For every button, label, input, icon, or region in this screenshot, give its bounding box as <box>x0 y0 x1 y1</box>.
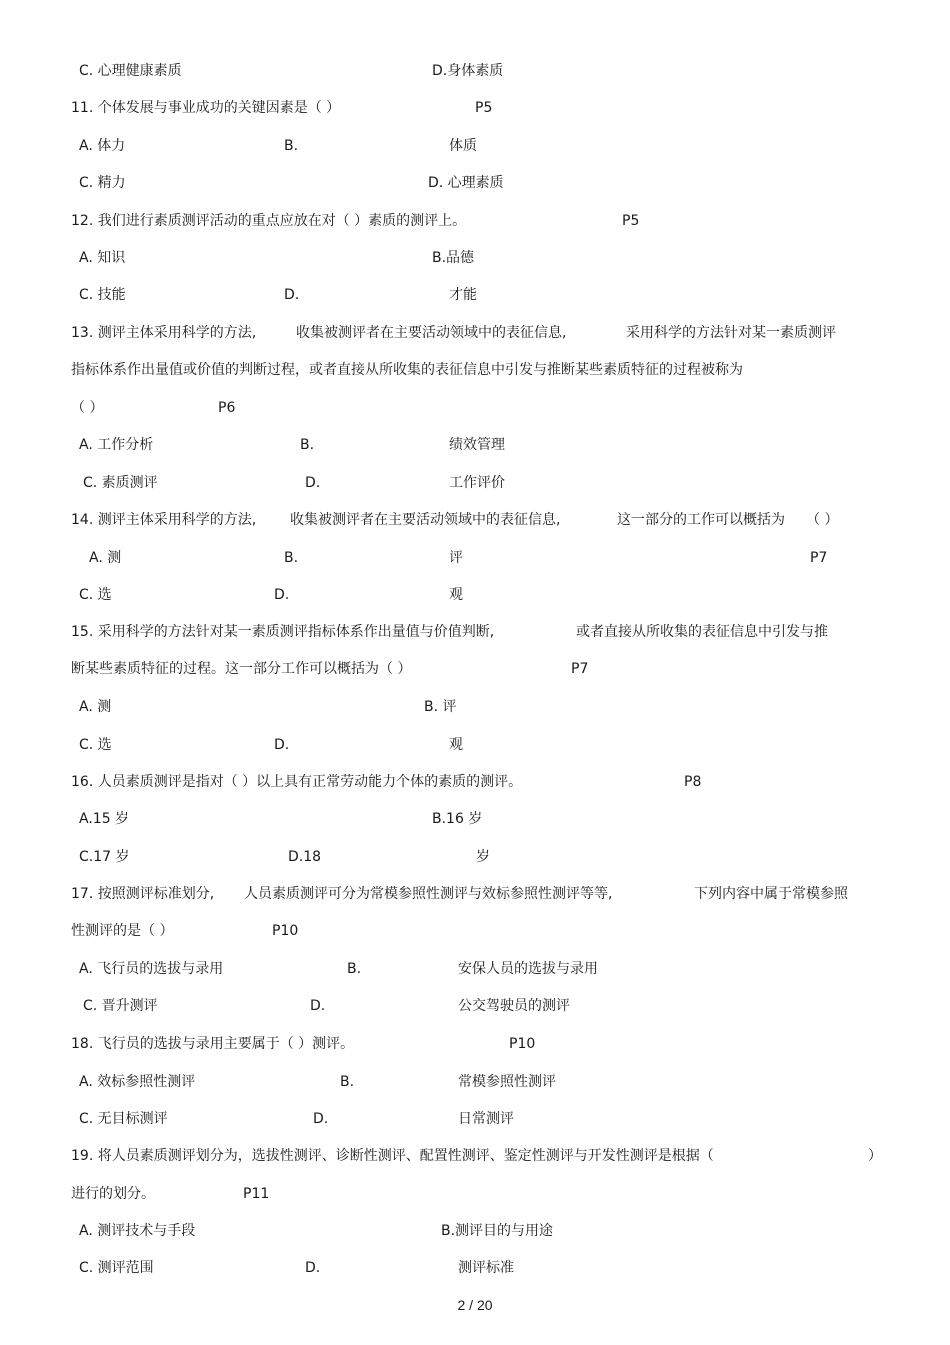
q12-ref: P5 <box>622 213 640 229</box>
q19-option-c: C. 测评范围 <box>79 1260 154 1276</box>
q13-option-d-label: D. <box>305 475 321 491</box>
q19-option-d-label: D. <box>305 1260 321 1276</box>
q16-option-b: B.16 岁 <box>432 811 483 827</box>
q13-option-c: C. 素质测评 <box>83 475 158 491</box>
q19-stem-line1-part2: ） <box>868 1148 882 1164</box>
q11-option-a: A. 体力 <box>79 138 126 154</box>
q17-option-d-text: 公交驾驶员的测评 <box>458 998 570 1014</box>
q13-ref: P6 <box>218 400 236 416</box>
q17-stem-line1-part2: 人员素质测评可分为常模参照性测评与效标参照性测评等等, <box>244 886 613 902</box>
q14-stem-part2: 收集被测评者在主要活动领域中的表征信息, <box>290 512 561 528</box>
q13-option-b-label: B. <box>300 437 315 453</box>
q13-stem-line1-part1: 13. 测评主体采用科学的方法, <box>71 325 257 341</box>
q17-ref: P10 <box>272 923 299 939</box>
q17-stem-line2: 性测评的是（ ） <box>71 923 174 939</box>
q14-option-a: A. 测 <box>89 550 122 566</box>
q18-option-b-label: B. <box>340 1074 355 1090</box>
q14-stem-part1: 14. 测评主体采用科学的方法, <box>71 512 257 528</box>
q19-stem-line2: 进行的划分。 <box>71 1186 155 1202</box>
q13-option-d-text: 工作评价 <box>449 475 505 491</box>
q14-option-d-label: D. <box>274 587 290 603</box>
q12-stem: 12. 我们进行素质测评活动的重点应放在对（ ）素质的测评上。 <box>71 213 467 229</box>
q14-stem-part4: （ ） <box>806 512 839 528</box>
q11-stem: 11. 个体发展与事业成功的关键因素是（ ） <box>71 100 341 116</box>
q18-option-d-text: 日常测评 <box>458 1111 514 1127</box>
q16-ref: P8 <box>684 774 702 790</box>
q18-option-a: A. 效标参照性测评 <box>79 1074 196 1090</box>
q19-option-a: A. 测评技术与手段 <box>79 1223 196 1239</box>
q11-option-b-text: 体质 <box>449 138 477 154</box>
q12-option-a: A. 知识 <box>79 250 126 266</box>
q12-option-d-label: D. <box>284 287 300 303</box>
q11-option-c: C. 精力 <box>79 175 126 191</box>
q15-option-b: B. 评 <box>424 699 457 715</box>
q18-stem: 18. 飞行员的选拔与录用主要属于（ ）测评。 <box>71 1036 355 1052</box>
q13-stem-line1-part2: 收集被测评者在主要活动领域中的表征信息, <box>296 325 567 341</box>
q16-option-d-label: D.18 <box>288 849 322 865</box>
q10-option-c: C. 心理健康素质 <box>79 63 182 79</box>
q15-stem-line1-part2: 或者直接从所收集的表征信息中引发与推 <box>576 624 828 640</box>
q17-stem-line1-part3: 下列内容中属于常模参照 <box>694 886 848 902</box>
q11-option-d: D. 心理素质 <box>428 175 504 191</box>
q16-stem: 16. 人员素质测评是指对（ ）以上具有正常劳动能力个体的素质的测评。 <box>71 774 523 790</box>
q15-option-d-label: D. <box>274 737 290 753</box>
q12-option-d-text: 才能 <box>449 287 477 303</box>
q14-ref: P7 <box>810 550 828 566</box>
page-number: 2 / 20 <box>457 1297 493 1313</box>
q15-ref: P7 <box>571 661 589 677</box>
q19-option-d-text: 测评标准 <box>458 1260 514 1276</box>
q15-stem-line1-part1: 15. 采用科学的方法针对某一素质测评指标体系作出量值与价值判断, <box>71 624 495 640</box>
q18-ref: P10 <box>509 1036 536 1052</box>
q13-option-b-text: 绩效管理 <box>449 437 505 453</box>
q19-stem-line1-part1: 19. 将人员素质测评划分为，选拔性测评、诊断性测评、配置性测评、鉴定性测评与开发性测评是根据（ <box>71 1148 714 1164</box>
q13-stem-line3: （ ） <box>71 400 104 416</box>
q11-option-b-label: B. <box>284 138 299 154</box>
q13-option-a: A. 工作分析 <box>79 437 154 453</box>
q16-option-d-text: 岁 <box>476 849 490 865</box>
q19-option-b: B.测评目的与用途 <box>441 1223 554 1239</box>
q16-option-c: C.17 岁 <box>79 849 130 865</box>
q15-option-d-text: 观 <box>449 737 463 753</box>
q14-option-b-label: B. <box>284 550 299 566</box>
q17-option-b-text: 安保人员的选拔与录用 <box>458 961 598 977</box>
q15-option-a: A. 测 <box>79 699 112 715</box>
q17-stem-line1-part1: 17. 按照测评标准划分, <box>71 886 215 902</box>
q18-option-c: C. 无目标测评 <box>79 1111 168 1127</box>
q18-option-b-text: 常模参照性测评 <box>458 1074 556 1090</box>
q19-ref: P11 <box>243 1186 270 1202</box>
q14-stem-part3: 这一部分的工作可以概括为 <box>617 512 785 528</box>
q11-ref: P5 <box>475 100 493 116</box>
q16-option-a: A.15 岁 <box>79 811 130 827</box>
q14-option-b-text: 评 <box>449 550 463 566</box>
q10-option-d: D.身体素质 <box>432 63 504 79</box>
q17-option-c: C. 晋升测评 <box>83 998 158 1014</box>
q17-option-d-label: D. <box>310 998 326 1014</box>
q14-option-c: C. 选 <box>79 587 112 603</box>
q18-option-d-label: D. <box>313 1111 329 1127</box>
q13-stem-line1-part3: 采用科学的方法针对某一素质测评 <box>626 325 836 341</box>
q14-option-d-text: 观 <box>449 587 463 603</box>
q15-option-c: C. 选 <box>79 737 112 753</box>
q12-option-c: C. 技能 <box>79 287 126 303</box>
q12-option-b: B.品德 <box>432 250 475 266</box>
q13-stem-line2: 指标体系作出量值或价值的判断过程，或者直接从所收集的表征信息中引发与推断某些素质特征的过程被称为 <box>71 362 743 378</box>
q15-stem-line2: 断某些素质特征的过程。这一部分工作可以概括为（ ） <box>71 661 412 677</box>
q17-option-b-label: B. <box>347 961 362 977</box>
q17-option-a: A. 飞行员的选拔与录用 <box>79 961 224 977</box>
